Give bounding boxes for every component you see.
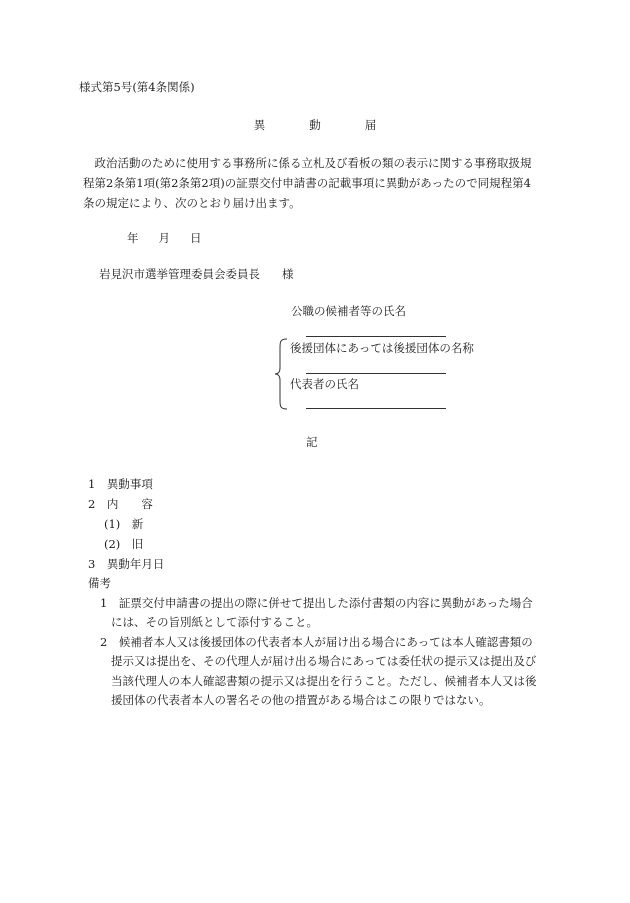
note-1-line-2: には、その旨別紙として添付すること。 xyxy=(111,615,318,629)
item-old: (2) 旧 xyxy=(104,537,144,551)
date-year: 年 xyxy=(127,231,139,245)
note-2-line-1: 2 候補者本人又は後援団体の代表者本人が届け出る場合にあっては本人確認書類の xyxy=(100,634,533,649)
item-date: 3 異動年月日 xyxy=(88,557,165,571)
representative-line xyxy=(306,408,446,409)
body-line-2: 程第2条第1項(第2条第2項)の証票交付申請書の記載事項に異動があったので同規程第4 xyxy=(83,176,531,190)
form-number: 様式第5号(第4条関係) xyxy=(79,80,195,94)
date-day: 日 xyxy=(190,231,202,245)
date-month: 月 xyxy=(158,231,170,245)
title-char-2: 動 xyxy=(309,118,321,132)
support-group-line xyxy=(306,373,446,374)
item-new: (1) 新 xyxy=(104,517,144,531)
support-group-label: 後援団体にあっては後援団体の名称 xyxy=(290,341,474,355)
candidate-name-label: 公職の候補者等の氏名 xyxy=(291,304,406,318)
representative-label: 代表者の氏名 xyxy=(290,377,359,391)
notes-heading: 備考 xyxy=(88,576,111,590)
title-char-3: 届 xyxy=(364,118,377,132)
ki-heading: 記 xyxy=(306,435,318,449)
brace-icon xyxy=(274,338,288,410)
item-list xyxy=(88,474,164,574)
date-line xyxy=(127,233,222,245)
addressee xyxy=(99,269,294,281)
item-change: 1 異動事項 xyxy=(88,477,153,491)
document-title xyxy=(0,120,630,132)
notes-section xyxy=(88,574,537,711)
body-paragraph xyxy=(83,153,553,213)
addressee-honorific: 様 xyxy=(282,267,294,281)
candidate-name-line xyxy=(306,336,446,337)
note-2-line-4: 援団体の代表者本人の署名その他の措置がある場合はこの限りではない。 xyxy=(111,693,491,707)
note-2-line-2: 提示又は提出を、その代理人が届け出る場合にあっては委任状の提示又は提出及び xyxy=(111,654,537,668)
item-content: 2 内 容 xyxy=(88,497,153,511)
note-1-line-1: 1 証票交付申請書の提出の際に併せて提出した添付書類の内容に異動があった場合 xyxy=(100,595,533,610)
note-2-line-3: 当該代理人の本人確認書類の提示又は提出を行うこと。ただし、候補者本人又は後 xyxy=(111,673,537,688)
addressee-name: 岩見沢市選挙管理委員会委員長 xyxy=(99,267,260,281)
body-line-3: 条の規定により、次のとおり届け出ます。 xyxy=(83,196,301,210)
body-line-1: 政治活動のために使用する事務所に係る立札及び看板の類の表示に関する事務取扱規 xyxy=(83,156,532,170)
title-char-1: 異 xyxy=(253,118,266,132)
